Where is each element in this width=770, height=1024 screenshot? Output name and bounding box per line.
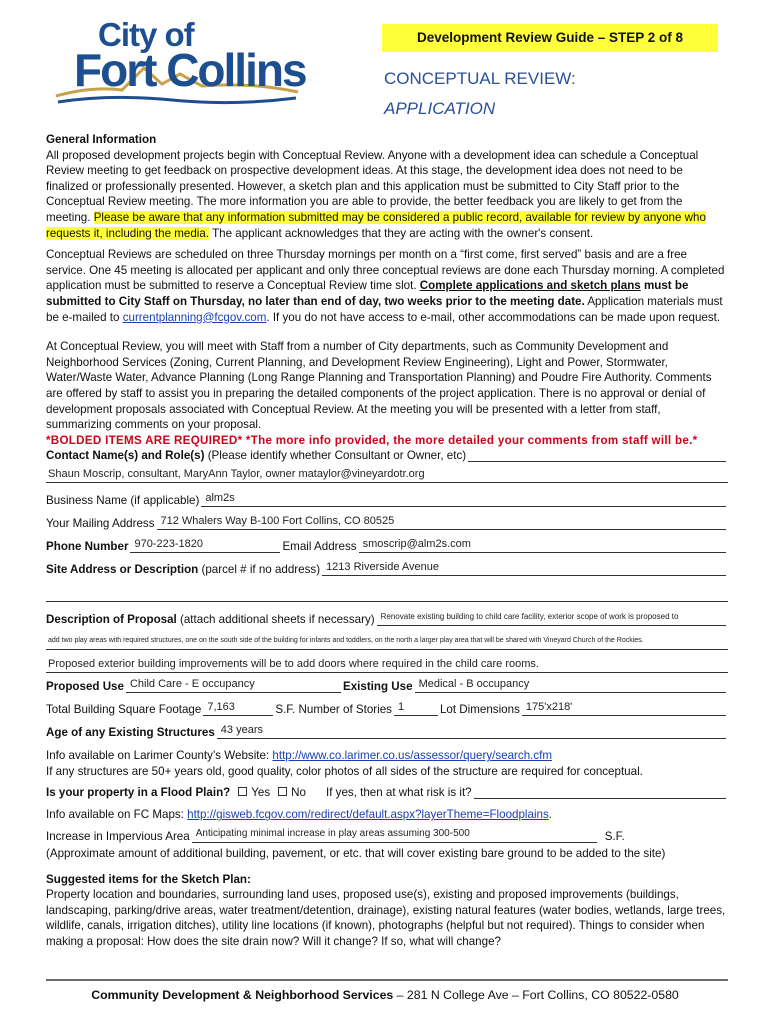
description-value-2: add two play areas with required structures, one on the south side of the building for infants and toddlers, on the north a larger play area that will be shared with Vineyard Church of the Rockies. <box>48 637 644 645</box>
main-content <box>46 132 728 950</box>
age-field[interactable] <box>217 723 726 739</box>
phone-field[interactable] <box>130 537 280 553</box>
email-value: smoscrip@alm2s.com <box>362 538 471 551</box>
impervious-row <box>46 823 728 846</box>
flood-no-label: No <box>291 786 306 800</box>
stories-value: 1 <box>397 701 405 714</box>
mailing-value: 712 Whalers Way B-100 Fort Collins, CO 80525 <box>160 515 395 528</box>
existing-use-field[interactable] <box>415 677 726 693</box>
description-row <box>46 606 728 629</box>
p2-bold-underline: Complete applications and sketch plans <box>419 279 641 293</box>
flood-no-checkbox[interactable] <box>278 787 287 796</box>
footer-divider <box>46 979 728 981</box>
proposed-use-label: Proposed Use <box>46 680 124 694</box>
phone-email-row <box>46 533 728 556</box>
age-label: Age of any Existing Structures <box>46 726 215 740</box>
flood-yes-checkbox[interactable] <box>238 787 247 796</box>
general-paragraph-1 <box>46 148 728 242</box>
impervious-label: Increase in Impervious Area <box>46 830 190 844</box>
contact-label: Contact Name(s) and Role(s) <box>46 449 205 463</box>
city-logo <box>52 16 306 128</box>
document-title <box>384 68 576 120</box>
site-field-extra[interactable] <box>46 579 728 602</box>
general-heading: General Information <box>46 133 157 146</box>
p1-text-end: The applicant acknowledges that they are acting with the owner's consent. <box>209 226 594 240</box>
title-line: CONCEPTUAL REVIEW: <box>384 69 576 88</box>
fcmaps-period: . <box>548 808 553 822</box>
subtitle-line: APPLICATION <box>384 99 496 118</box>
site-field[interactable] <box>322 560 726 576</box>
business-row <box>46 487 728 510</box>
larimer-link[interactable]: http://www.co.larimer.co.us/assessor/query/search.cfm <box>272 749 553 763</box>
general-paragraph-3: At Conceptual Review, you will meet with Staff from a number of City departments, such as Community Development and Neighborhood Services (Zoning, Current Planning, and Development Review Engineering), Light and Power, Stormwater, Water/Waste Water, Advance Planning (Long Range Planning and Transportation Planning) and Poudre Fire Authority. Comments are offered by staff to assist you in preparing the detailed components of the project application. There is no approval or denial of development proposals associated with Conceptual Review. At the meeting you will be presented with a letter from staff, summarizing comments on your proposal. <box>46 340 712 432</box>
sqft-field[interactable] <box>203 700 273 716</box>
flood-risk-field[interactable] <box>474 783 726 799</box>
sketch-heading: Suggested items for the Sketch Plan: <box>46 872 251 886</box>
p2-text-d: . If you do not have access to e-mail, other accommodations can be made upon request. <box>266 310 721 324</box>
fcmaps-link[interactable]: http://gisweb.fcgov.com/redirect/default.aspx?layerTheme=Floodplains <box>187 808 549 822</box>
mailing-row <box>46 510 728 533</box>
p1-text: All proposed development projects begin with Conceptual Review. Anyone with a development idea can schedule a Conceptual Review meeting to get feedback on prospective development ideas. At this stage, the development idea does not need to be finalized or professionally presented. However, a sketch plan and this application must be submitted to City Staff prior to the Conceptual Review meeting. The more information you are able to provide, the better feedback you are likely to get from the meeting. <box>46 148 699 224</box>
required-note: *BOLDED ITEMS ARE REQUIRED* *The more info provided, the more detailed your comments from staff will be.* <box>46 433 698 447</box>
step-banner: Development Review Guide – STEP 2 of 8 <box>382 24 718 52</box>
lot-field[interactable] <box>522 700 726 716</box>
email-field[interactable] <box>359 537 726 553</box>
existing-use-label: Existing Use <box>342 680 413 694</box>
footer-address: – 281 N College Ave – Fort Collins, CO 80522-0580 <box>393 988 679 1002</box>
proposed-use-field[interactable] <box>126 677 341 693</box>
site-hint: (parcel # if no address) <box>198 563 321 577</box>
mailing-field[interactable] <box>157 514 727 530</box>
photo-note: If any structures are 50+ years old, good quality, color photos of all sides of the structure are required for conceptual. <box>46 764 643 778</box>
business-value: alm2s <box>205 492 235 505</box>
larimer-line <box>46 748 728 764</box>
stories-field[interactable] <box>394 700 438 716</box>
sqft-label: Total Building Square Footage <box>46 703 202 717</box>
phone-label: Phone Number <box>46 540 129 554</box>
business-label: Business Name (if applicable) <box>46 494 200 508</box>
lot-value: 175'x218' <box>525 701 573 714</box>
contact-field-line[interactable] <box>468 446 726 462</box>
p2-text-c: Application materials must be e-mailed to <box>46 294 723 324</box>
impervious-value: Anticipating minimal increase in play areas assuming 300-500 <box>195 828 470 840</box>
flood-risk-label: If yes, then at what risk is it? <box>325 786 472 800</box>
contact-value: Shaun Moscrip, consultant, MaryAnn Taylor, owner mataylor@vineyardotr.org <box>48 468 425 481</box>
business-field[interactable] <box>201 491 726 507</box>
description-label: Description of Proposal <box>46 613 177 627</box>
impervious-unit: S.F. <box>604 830 625 844</box>
p2-bold: must be submitted to City Staff on Thursday, no later than end of day, two weeks prior to the meeting date. <box>46 279 689 308</box>
description-field-3[interactable] <box>46 650 728 673</box>
sketch-text: Property location and boundaries, surrounding land uses, proposed use(s), existing and proposed improvements (buildings, landscaping, parking/drive areas, water treatment/detention, drainage), existing natural features (water bodies, wetlands, large trees, wildlife, canals, irrigation ditches), utility line locations (if known), photographs (helpful but not required). Things to consider when making a proposal: How does the site drain now? Will it change? If so, what will change? <box>46 888 726 949</box>
public-record-highlight: Please be aware that any information submitted may be considered a public record, available for review by anyone who requests it, including the media. <box>46 210 706 240</box>
impervious-field[interactable] <box>192 827 597 843</box>
description-value-1: Renovate existing building to child care facility, exterior scope of work is proposed to <box>380 612 679 622</box>
description-field-2[interactable] <box>46 629 728 650</box>
site-value: 1213 Riverside Avenue <box>326 561 439 574</box>
use-row <box>46 673 728 696</box>
description-field[interactable] <box>377 610 726 626</box>
email-label: Email Address <box>282 540 357 554</box>
footer-dept: Community Development & Neighborhood Services <box>91 988 394 1002</box>
contact-hint: (Please identify whether Consultant or Owner, etc) <box>204 449 467 463</box>
site-label: Site Address or Description <box>46 563 199 577</box>
fcmaps-text: Info available on FC Maps: <box>46 808 188 822</box>
fcmaps-line <box>46 807 728 823</box>
proposed-use-value: Child Care - E occupancy <box>129 678 255 691</box>
logo-name-text: Fort Collins <box>74 44 306 96</box>
age-row <box>46 719 728 742</box>
logo-city-text: City of <box>98 16 194 53</box>
general-paragraph-2 <box>46 247 728 325</box>
flood-yes-label: Yes <box>251 786 271 800</box>
site-row <box>46 556 728 579</box>
impervious-note: (Approximate amount of additional building, pavement, or etc. that will cover existing bare ground to be added to the site) <box>46 847 666 861</box>
stories-label: S.F. Number of Stories <box>275 703 392 717</box>
mailing-label: Your Mailing Address <box>46 517 155 531</box>
email-link[interactable]: currentplanning@fcgov.com <box>122 310 267 324</box>
contact-field[interactable] <box>46 465 728 483</box>
larimer-text: Info available on Larimer County’s Website: <box>46 749 273 763</box>
p2-text: Conceptual Reviews are scheduled on three Thursday mornings per month on a “first come, first served” basis and are a free service. One 45 meeting is allocated per applicant and only three conceptual reviews are done each Thursday morning. A completed application must be submitted to reserve a Conceptual Review time slot. <box>46 248 725 293</box>
phone-value: 970-223-1820 <box>134 538 203 551</box>
description-value-3: Proposed exterior building improvements will be to add doors where required in the child care rooms. <box>48 658 539 671</box>
footer <box>0 988 770 1004</box>
contact-row <box>46 448 728 465</box>
sqft-value: 7,163 <box>207 701 235 714</box>
lot-label: Lot Dimensions <box>439 703 520 717</box>
flood-row <box>46 779 728 802</box>
existing-use-value: Medical - B occupancy <box>418 678 530 691</box>
age-value: 43 years <box>220 724 263 737</box>
description-hint: (attach additional sheets if necessary) <box>176 613 375 627</box>
sqft-row <box>46 696 728 719</box>
flood-label: Is your property in a Flood Plain? <box>46 786 231 800</box>
